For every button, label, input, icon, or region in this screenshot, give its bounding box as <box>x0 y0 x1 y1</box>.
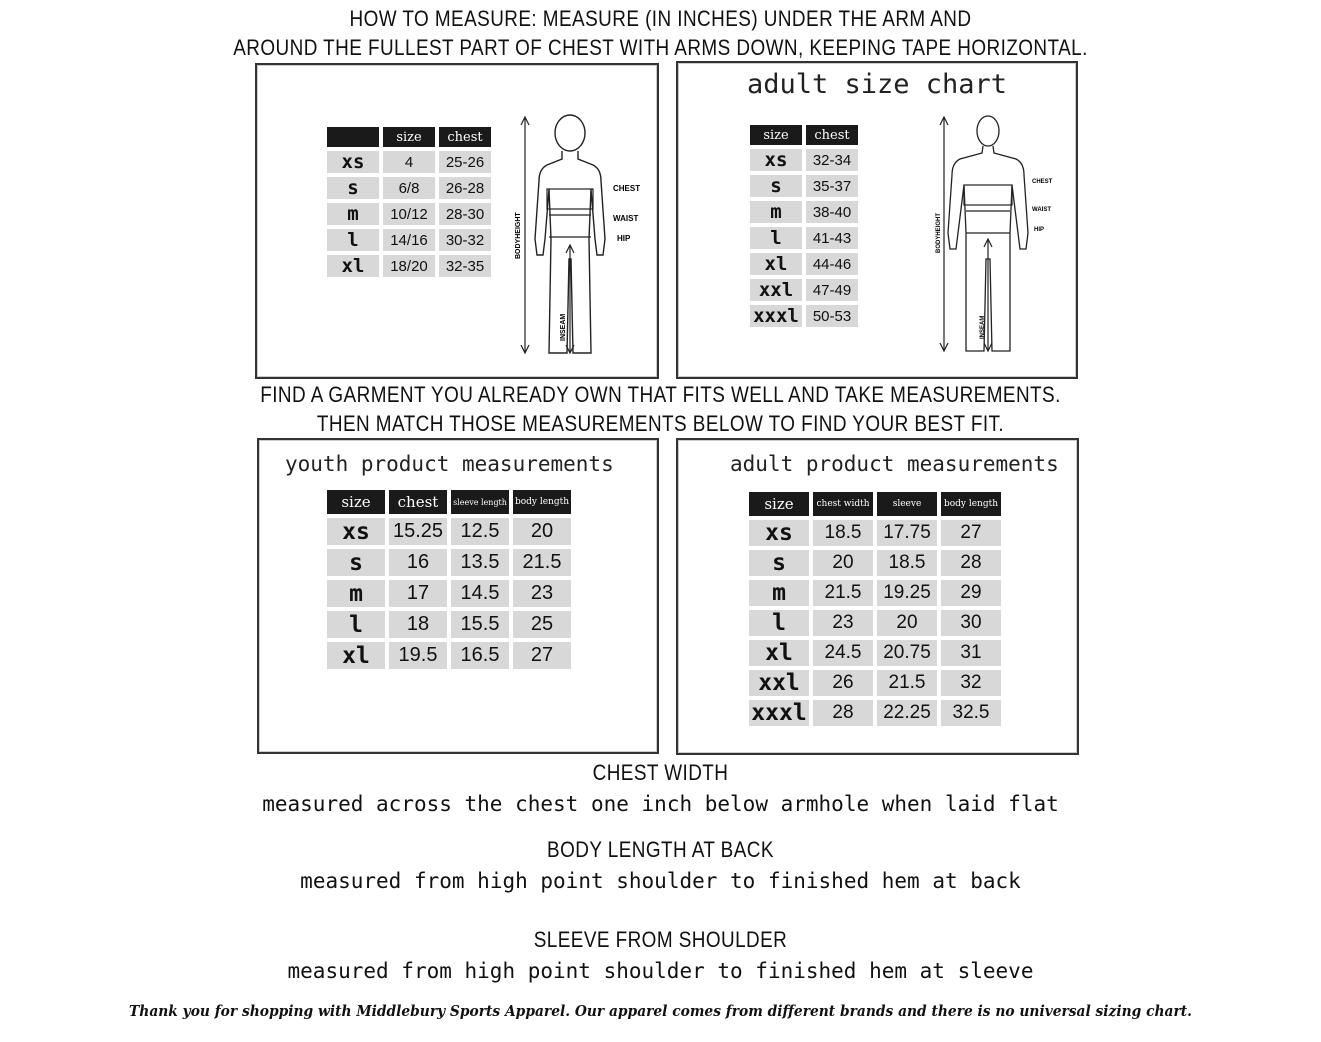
note-heading-body-length: BODY LENGTH AT BACK <box>547 837 774 862</box>
cell-chest: 18.5 <box>813 520 873 546</box>
cell-body: 30 <box>941 610 1001 636</box>
middle-line-2: THEN MATCH THOSE MEASUREMENTS BELOW TO FIND YOUR BEST FIT. <box>316 411 1005 436</box>
cell-num: 4 <box>383 151 435 173</box>
table-row <box>327 203 491 225</box>
table-row <box>327 518 571 545</box>
col-header-chest-width: chest width <box>813 492 873 516</box>
note-text-chest-width: measured across the chest one inch below armhole when laid flat <box>262 792 1059 816</box>
cell-chest: 26 <box>813 670 873 696</box>
table-row <box>327 642 571 669</box>
label-hip: HIP <box>617 234 631 243</box>
youth-product-panel <box>257 438 659 754</box>
cell-body: 31 <box>941 640 1001 666</box>
cell-sleeve: 13.5 <box>451 549 509 576</box>
table-row <box>327 611 571 638</box>
table-row <box>749 550 1001 576</box>
cell-size: l <box>327 229 379 251</box>
cell-chest: 28-30 <box>439 203 491 225</box>
cell-size: xl <box>750 253 802 275</box>
cell-sleeve: 12.5 <box>451 518 509 545</box>
note-heading-chest-width: CHEST WIDTH <box>592 760 729 785</box>
col-header-size: size <box>383 127 435 147</box>
col-header-sleeve: sleeve <box>877 492 937 516</box>
cell-sleeve: 20 <box>877 610 937 636</box>
note-text-sleeve: measured from high point shoulder to finished hem at sleeve <box>287 959 1034 983</box>
table-row <box>327 580 571 607</box>
cell-body: 21.5 <box>513 549 571 576</box>
cell-chest: 18 <box>389 611 447 638</box>
cell-chest: 50-53 <box>806 305 858 327</box>
col-header-size: size <box>749 492 809 516</box>
col-header-chest: chest <box>389 490 447 514</box>
cell-size: xxl <box>750 279 802 301</box>
note-text-body-length: measured from high point shoulder to finished hem at back <box>300 869 1021 893</box>
cell-chest: 47-49 <box>806 279 858 301</box>
cell-size: s <box>750 175 802 197</box>
cell-size: l <box>327 611 385 638</box>
cell-size: m <box>750 201 802 223</box>
cell-sleeve: 22.25 <box>877 700 937 726</box>
table-row <box>749 640 1001 666</box>
label-chest: CHEST <box>613 184 641 193</box>
youth-size-table <box>323 123 495 281</box>
table-row <box>749 580 1001 606</box>
cell-sleeve: 16.5 <box>451 642 509 669</box>
cell-size: s <box>327 177 379 199</box>
cell-size: m <box>327 203 379 225</box>
cell-body: 23 <box>513 580 571 607</box>
table-row <box>749 520 1001 546</box>
table-row <box>749 610 1001 636</box>
adult-body-figure <box>928 113 1068 357</box>
col-header-blank <box>327 127 379 147</box>
footer-thanks: Thank you for shopping with Middlebury Sports Apparel. Our apparel comes from different brands and there is no universal sizing chart. <box>129 1002 1192 1020</box>
cell-sleeve: 17.75 <box>877 520 937 546</box>
cell-chest: 25-26 <box>439 151 491 173</box>
label-waist: WAIST <box>1032 207 1051 213</box>
cell-chest: 24.5 <box>813 640 873 666</box>
child-body-figure <box>507 109 647 359</box>
label-inseam: INSEAM <box>980 315 986 339</box>
adult-product-title: adult product measurements <box>730 452 1059 476</box>
cell-body: 20 <box>513 518 571 545</box>
table-row <box>749 670 1001 696</box>
cell-size: xxxl <box>749 700 809 726</box>
cell-num: 18/20 <box>383 255 435 277</box>
cell-num: 6/8 <box>383 177 435 199</box>
cell-sleeve: 18.5 <box>877 550 937 576</box>
cell-chest: 17 <box>389 580 447 607</box>
cell-size: m <box>749 580 809 606</box>
cell-body: 29 <box>941 580 1001 606</box>
header-line-1: HOW TO MEASURE: MEASURE (IN INCHES) UNDER THE ARM AND <box>349 6 972 31</box>
cell-chest: 26-28 <box>439 177 491 199</box>
cell-sleeve: 21.5 <box>877 670 937 696</box>
cell-body: 32.5 <box>941 700 1001 726</box>
youth-product-title: youth product measurements <box>285 452 614 476</box>
cell-body: 27 <box>941 520 1001 546</box>
header-line-2: AROUND THE FULLEST PART OF CHEST WITH ARMS DOWN, KEEPING TAPE HORIZONTAL. <box>233 35 1088 60</box>
label-inseam: INSEAM <box>560 313 567 341</box>
table-row <box>327 177 491 199</box>
cell-size: xs <box>327 151 379 173</box>
cell-chest: 30-32 <box>439 229 491 251</box>
cell-size: xl <box>749 640 809 666</box>
table-row <box>327 229 491 251</box>
cell-size: xs <box>750 149 802 171</box>
cell-size: s <box>749 550 809 576</box>
adult-size-chart-title: adult size chart <box>746 69 1008 100</box>
cell-num: 10/12 <box>383 203 435 225</box>
col-header-body-length: body length <box>941 492 1001 516</box>
cell-size: xxxl <box>750 305 802 327</box>
cell-chest: 15.25 <box>389 518 447 545</box>
cell-chest: 44-46 <box>806 253 858 275</box>
cell-size: l <box>750 227 802 249</box>
cell-chest: 41-43 <box>806 227 858 249</box>
cell-body: 28 <box>941 550 1001 576</box>
table-row <box>750 305 858 327</box>
label-bodyheight: BODYHEIGHT <box>515 212 522 259</box>
table-row <box>750 149 858 171</box>
table-row <box>750 175 858 197</box>
cell-size: xxl <box>749 670 809 696</box>
col-header-body-length: body length <box>513 490 571 514</box>
cell-sleeve: 19.25 <box>877 580 937 606</box>
cell-body: 27 <box>513 642 571 669</box>
cell-num: 14/16 <box>383 229 435 251</box>
cell-chest: 32-35 <box>439 255 491 277</box>
cell-size: xs <box>749 520 809 546</box>
cell-chest: 38-40 <box>806 201 858 223</box>
youth-size-chart-panel <box>255 63 659 379</box>
label-bodyheight: BODYHEIGHT <box>936 212 942 253</box>
cell-sleeve: 14.5 <box>451 580 509 607</box>
table-row <box>749 700 1001 726</box>
note-heading-sleeve: SLEEVE FROM SHOULDER <box>533 927 788 952</box>
table-row <box>750 227 858 249</box>
adult-product-panel <box>676 438 1079 755</box>
cell-sleeve: 20.75 <box>877 640 937 666</box>
cell-chest: 20 <box>813 550 873 576</box>
cell-size: xl <box>327 642 385 669</box>
cell-body: 32 <box>941 670 1001 696</box>
cell-size: l <box>749 610 809 636</box>
col-header-sleeve-length: sleeve length <box>451 490 509 514</box>
cell-chest: 23 <box>813 610 873 636</box>
cell-chest: 16 <box>389 549 447 576</box>
col-header-chest: chest <box>806 125 858 145</box>
cell-size: s <box>327 549 385 576</box>
cell-size: xs <box>327 518 385 545</box>
cell-size: m <box>327 580 385 607</box>
middle-line-1: FIND A GARMENT YOU ALREADY OWN THAT FITS WELL AND TAKE MEASUREMENTS. <box>260 382 1061 407</box>
col-header-chest: chest <box>439 127 491 147</box>
label-chest: CHEST <box>1032 179 1053 185</box>
adult-size-table <box>746 121 862 331</box>
cell-chest: 21.5 <box>813 580 873 606</box>
cell-body: 25 <box>513 611 571 638</box>
col-header-size: size <box>327 490 385 514</box>
table-row <box>327 255 491 277</box>
table-row <box>327 151 491 173</box>
cell-size: xl <box>327 255 379 277</box>
adult-product-table <box>745 488 1005 730</box>
col-header-size: size <box>750 125 802 145</box>
table-row <box>750 253 858 275</box>
label-hip: HIP <box>1034 227 1045 233</box>
youth-product-table <box>323 486 575 673</box>
adult-size-chart-panel <box>676 61 1078 379</box>
table-row <box>327 549 571 576</box>
cell-chest: 35-37 <box>806 175 858 197</box>
cell-chest: 28 <box>813 700 873 726</box>
cell-chest: 19.5 <box>389 642 447 669</box>
table-row <box>750 279 858 301</box>
table-row <box>750 201 858 223</box>
cell-chest: 32-34 <box>806 149 858 171</box>
label-waist: WAIST <box>613 214 639 223</box>
cell-sleeve: 15.5 <box>451 611 509 638</box>
